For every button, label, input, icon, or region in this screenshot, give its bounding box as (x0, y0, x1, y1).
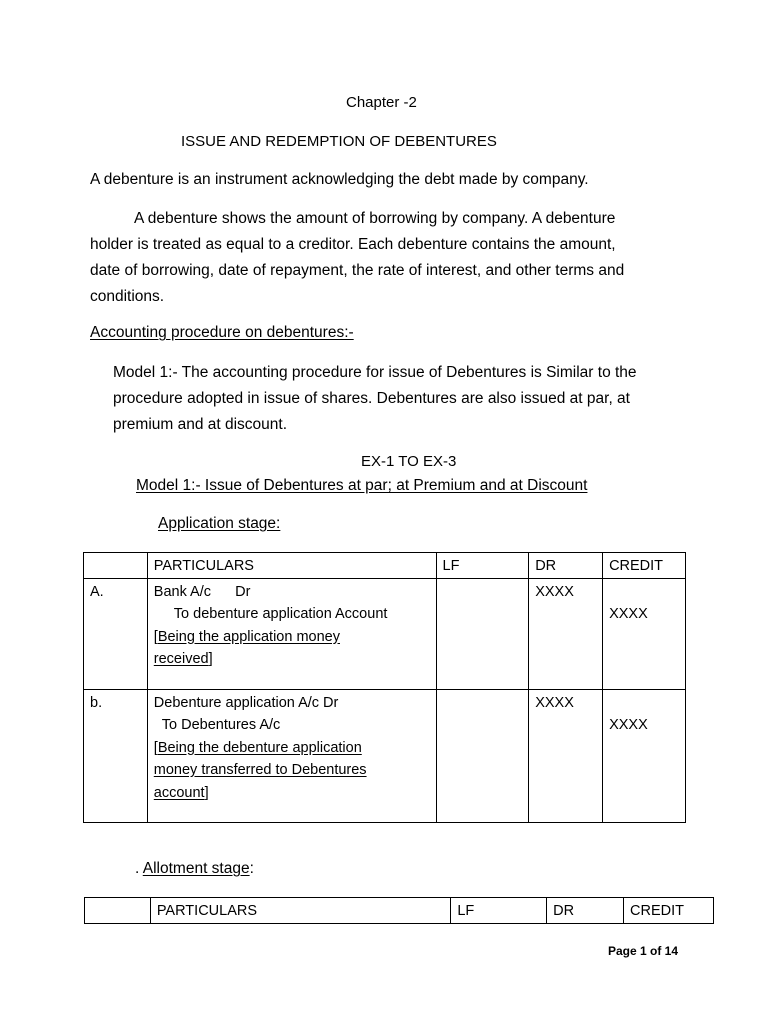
paragraph-line: conditions. (90, 288, 165, 305)
model-line: premium and at discount. (113, 416, 288, 433)
accounting-heading: Accounting procedure on debentures:- (90, 324, 354, 341)
page-number: Page 1 of 14 (608, 944, 679, 958)
application-journal-table (83, 552, 686, 823)
narration: [Being the debenture application (153, 739, 362, 756)
paragraph-line: A debenture shows the amount of borrowing by company. A debenture (134, 210, 616, 227)
credit-header: CREDIT (624, 898, 714, 924)
table-row (84, 689, 686, 822)
dr-header: DR (529, 553, 603, 579)
entry-lf (436, 689, 529, 822)
narration: received] (153, 651, 213, 667)
credit-header: CREDIT (603, 553, 686, 579)
debit-line: Debenture application A/c Dr (153, 694, 339, 711)
example-label: EX-1 TO EX-3 (361, 453, 457, 470)
allotment-journal-table (84, 897, 714, 924)
particulars-header: PARTICULARS (150, 898, 451, 924)
allotment-stage-heading: . Allotment stage: (135, 860, 254, 877)
narration: [Being the application money (153, 628, 340, 645)
entry-lf (436, 578, 529, 689)
lf-header: LF (436, 553, 529, 579)
particulars-header: PARTICULARS (147, 553, 436, 579)
chapter-label: Chapter -2 (346, 94, 417, 111)
table-header-row (84, 553, 686, 579)
model-line: procedure adopted in issue of shares. Debentures are also issued at par, at (113, 390, 630, 407)
entry-particulars (147, 689, 436, 822)
model-line: Model 1:- The accounting procedure for issue of Debentures is Similar to the (113, 364, 637, 381)
ref-header (85, 898, 151, 924)
credit-line: To Debentures A/c (161, 717, 281, 733)
entry-dr: XXXX (529, 578, 603, 689)
debenture-definition: A debenture is an instrument acknowledging the debt made by company. (90, 171, 589, 188)
entry-particulars (147, 578, 436, 689)
ref-header (84, 553, 148, 579)
dr-header: DR (547, 898, 624, 924)
paragraph-line: holder is treated as equal to a creditor. Each debenture contains the amount, (90, 236, 616, 253)
entry-credit: XXXX (603, 578, 686, 689)
debit-line: Bank A/c Dr (153, 583, 251, 600)
entry-ref: b. (84, 689, 148, 822)
model-heading: Model 1:- Issue of Debentures at par; at Premium and at Discount (136, 477, 588, 494)
entry-ref: A. (84, 578, 148, 689)
narration: money transferred to Debentures (153, 762, 367, 778)
entry-credit: XXXX (603, 689, 686, 822)
paragraph-line: date of borrowing, date of repayment, the rate of interest, and other terms and (90, 262, 625, 279)
credit-line: To debenture application Account (173, 606, 388, 622)
narration: account] (153, 784, 209, 801)
model-paragraph (113, 360, 637, 438)
table-header-row (85, 898, 714, 924)
application-stage-heading: Application stage: (158, 515, 281, 532)
debenture-paragraph (90, 206, 624, 310)
table-row (84, 578, 686, 689)
entry-dr: XXXX (529, 689, 603, 822)
lf-header: LF (451, 898, 547, 924)
chapter-title: ISSUE AND REDEMPTION OF DEBENTURES (181, 133, 497, 150)
